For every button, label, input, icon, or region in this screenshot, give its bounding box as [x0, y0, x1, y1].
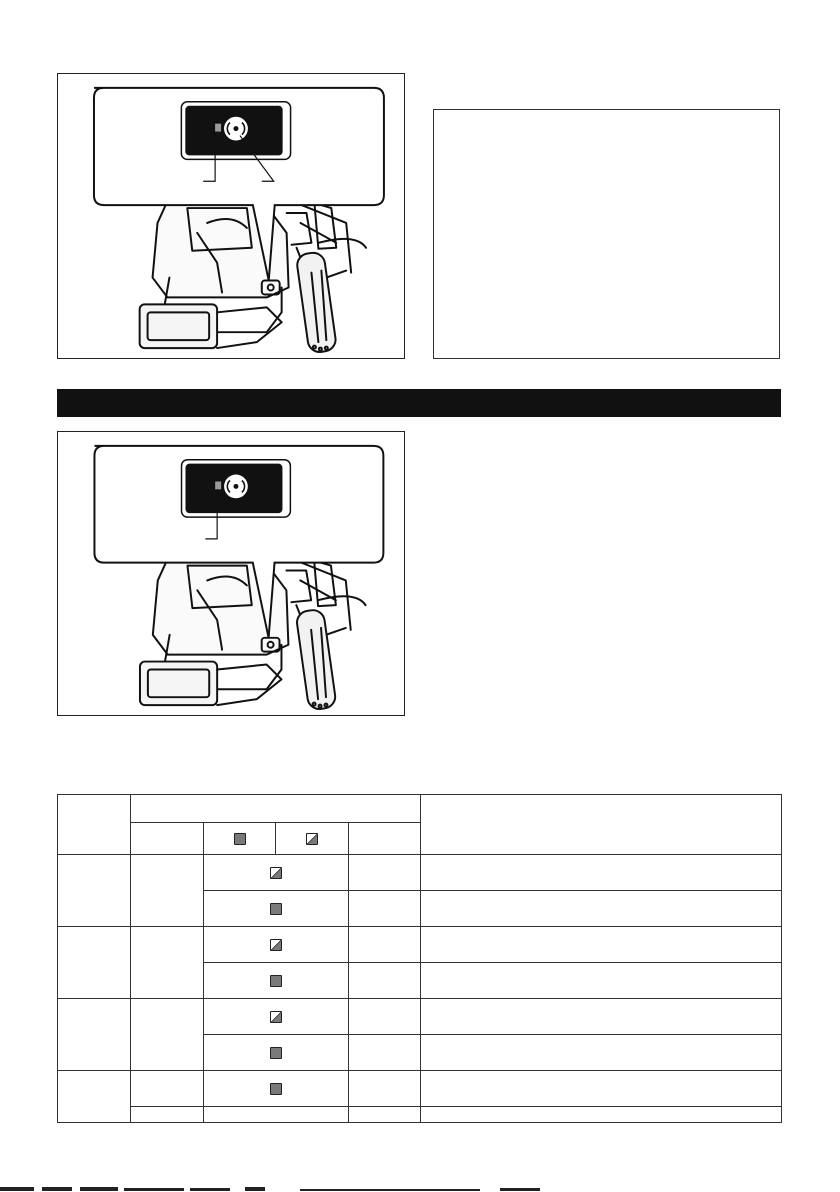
- group-sub-cell: [131, 855, 204, 927]
- lamp-blinking-icon: [270, 867, 282, 879]
- empty-cell: [204, 1107, 349, 1123]
- description-cell: [421, 927, 782, 963]
- lamp-on-icon: [270, 903, 282, 915]
- lamp-status-table: [57, 794, 782, 1123]
- empty-cell: [349, 1071, 421, 1107]
- table-header-description: [421, 795, 782, 855]
- tool-illustration-1: [58, 74, 404, 358]
- group-label-cell: [58, 855, 131, 927]
- table-row: [58, 999, 782, 1035]
- tool-illustration-2: [58, 432, 404, 715]
- figure-lamp-status: [57, 431, 405, 716]
- group-sub-cell: [131, 927, 204, 999]
- description-cell: [421, 891, 782, 927]
- group-sub-cell: [131, 1107, 204, 1123]
- status-lamp-icon: [215, 481, 221, 489]
- empty-cell: [349, 891, 421, 927]
- description-cell: [421, 855, 782, 891]
- empty-cell: [349, 1107, 421, 1123]
- legend-col-4: [349, 823, 421, 855]
- legend-col-blink: [276, 823, 349, 855]
- table-row: [58, 855, 782, 891]
- empty-cell: [349, 963, 421, 999]
- figure-indicator-overview: [57, 73, 405, 359]
- description-cell: [421, 1035, 782, 1071]
- description-cell: [421, 963, 782, 999]
- group-label-cell: [58, 999, 131, 1071]
- table-row: [58, 1071, 782, 1107]
- empty-cell: [349, 927, 421, 963]
- legend-col-1: [131, 823, 204, 855]
- table-row: [58, 927, 782, 963]
- lamp-on-icon: [234, 833, 246, 845]
- empty-cell: [349, 999, 421, 1035]
- empty-cell: [349, 855, 421, 891]
- table-header-lamp-group: [131, 795, 421, 823]
- note-box: [433, 109, 780, 359]
- description-cell: [421, 1071, 782, 1107]
- lamp-blinking-icon: [270, 939, 282, 951]
- lamp-blinking-icon: [270, 1011, 282, 1023]
- group-label-cell: [58, 1071, 131, 1123]
- group-sub-cell: [131, 999, 204, 1071]
- table-row: [58, 1107, 782, 1123]
- lamp-on-icon: [270, 1083, 282, 1095]
- legend-col-on: [204, 823, 276, 855]
- group-sub-cell: [131, 1071, 204, 1107]
- lamp-on-icon: [270, 975, 282, 987]
- section-header-bar: [57, 389, 781, 417]
- indicator-panel: [181, 102, 290, 160]
- group-label-cell: [58, 927, 131, 999]
- bottom-text-remnant: [0, 1184, 840, 1192]
- table-header-corner: [58, 795, 131, 855]
- description-cell: [421, 999, 782, 1035]
- empty-cell: [349, 1035, 421, 1071]
- status-lamp-icon: [215, 124, 221, 132]
- indicator-panel-2: [182, 460, 291, 517]
- lamp-on-icon: [270, 1047, 282, 1059]
- description-cell: [421, 1107, 782, 1123]
- lamp-blinking-icon: [306, 833, 318, 845]
